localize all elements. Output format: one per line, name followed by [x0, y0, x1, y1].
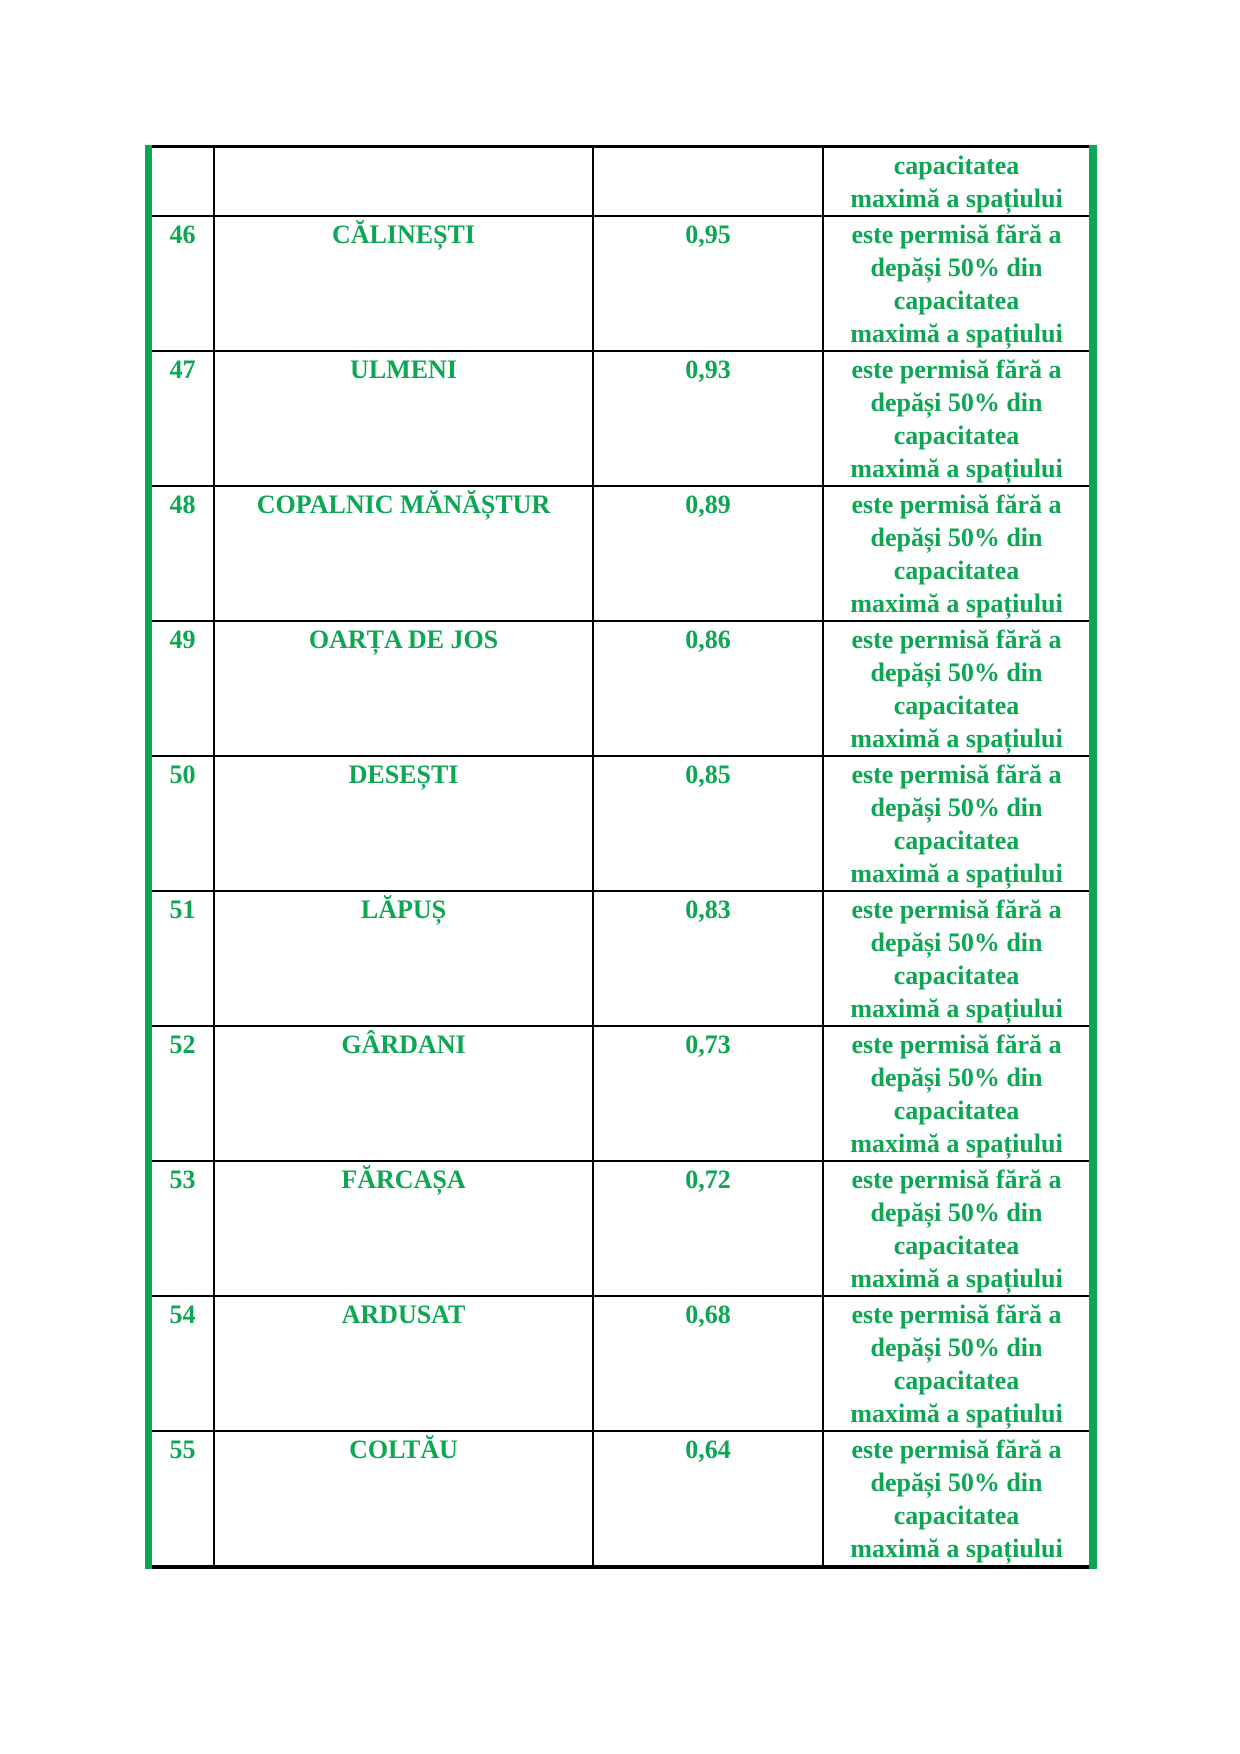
- locality-cell: ULMENI: [214, 351, 593, 486]
- restriction-line: maximă a spațiului: [850, 184, 1063, 213]
- restriction-line: este permisă fără a: [851, 1030, 1062, 1059]
- locality-cell: FĂRCAȘA: [214, 1161, 593, 1296]
- restriction-line: maximă a spațiului: [850, 859, 1063, 888]
- incidence-value-cell: 0,64: [593, 1431, 823, 1567]
- row-number-cell: 50: [152, 756, 214, 891]
- restriction-line: capacitatea: [893, 1096, 1020, 1125]
- restriction-line: este permisă fără a: [851, 490, 1062, 519]
- table-row: [152, 756, 1089, 891]
- restriction-text-cell: [823, 351, 1089, 486]
- locality-cell: OARȚA DE JOS: [214, 621, 593, 756]
- table-row: [152, 1296, 1089, 1431]
- restriction-line: depăși 50% din: [870, 793, 1043, 822]
- restriction-line: capacitatea: [893, 1231, 1020, 1260]
- restriction-line: maximă a spațiului: [850, 1534, 1063, 1563]
- row-number-cell: 53: [152, 1161, 214, 1296]
- restriction-line: depăși 50% din: [870, 388, 1043, 417]
- restriction-line: depăși 50% din: [870, 1063, 1043, 1092]
- restriction-line: capacitatea: [893, 1501, 1020, 1530]
- localities-incidence-table: [152, 145, 1089, 1569]
- table-row: [152, 1026, 1089, 1161]
- row-number-cell: 52: [152, 1026, 214, 1161]
- locality-cell: CĂLINEȘTI: [214, 216, 593, 351]
- restriction-line: capacitatea: [893, 691, 1020, 720]
- table-body: [152, 147, 1089, 1568]
- restriction-line: maximă a spațiului: [850, 994, 1063, 1023]
- restriction-text-cell: [823, 756, 1089, 891]
- restriction-line: maximă a spațiului: [850, 589, 1063, 618]
- row-number-cell: 54: [152, 1296, 214, 1431]
- table-row: [152, 621, 1089, 756]
- localities-incidence-table-wrapper: [145, 145, 1097, 1569]
- restriction-line: este permisă fără a: [851, 1435, 1062, 1464]
- restriction-text-cell: [823, 486, 1089, 621]
- restriction-line: este permisă fără a: [851, 625, 1062, 654]
- locality-cell: GÂRDANI: [214, 1026, 593, 1161]
- incidence-value-cell: 0,86: [593, 621, 823, 756]
- restriction-line: depăși 50% din: [870, 523, 1043, 552]
- restriction-line: maximă a spațiului: [850, 1399, 1063, 1428]
- restriction-line: depăși 50% din: [870, 1198, 1043, 1227]
- incidence-value-cell: 0,72: [593, 1161, 823, 1296]
- locality-cell: COPALNIC MĂNĂȘTUR: [214, 486, 593, 621]
- restriction-line: capacitatea: [893, 1366, 1020, 1395]
- incidence-value-cell: 0,95: [593, 216, 823, 351]
- table-row: [152, 1161, 1089, 1296]
- row-number-cell: 46: [152, 216, 214, 351]
- restriction-line: capacitatea: [893, 961, 1020, 990]
- incidence-value-cell: [593, 147, 823, 217]
- restriction-line: depăși 50% din: [870, 1468, 1043, 1497]
- restriction-line: maximă a spațiului: [850, 1129, 1063, 1158]
- table-row: [152, 216, 1089, 351]
- incidence-value-cell: 0,89: [593, 486, 823, 621]
- restriction-line: depăși 50% din: [870, 1333, 1043, 1362]
- restriction-line: capacitatea: [893, 286, 1020, 315]
- restriction-text-cell: [823, 1431, 1089, 1567]
- restriction-line: este permisă fără a: [851, 220, 1062, 249]
- carryover-row: [152, 147, 1089, 217]
- incidence-value-cell: 0,85: [593, 756, 823, 891]
- locality-cell: COLTĂU: [214, 1431, 593, 1567]
- locality-cell: LĂPUȘ: [214, 891, 593, 1026]
- restriction-line: este permisă fără a: [851, 760, 1062, 789]
- restriction-line: este permisă fără a: [851, 1300, 1062, 1329]
- row-number-cell: [152, 147, 214, 217]
- restriction-line: capacitatea: [893, 151, 1020, 180]
- incidence-value-cell: 0,83: [593, 891, 823, 1026]
- restriction-text-cell: [823, 216, 1089, 351]
- table-row: [152, 486, 1089, 621]
- restriction-text-cell: [823, 1161, 1089, 1296]
- restriction-line: este permisă fără a: [851, 355, 1062, 384]
- restriction-text-cell: [823, 1026, 1089, 1161]
- restriction-line: capacitatea: [893, 826, 1020, 855]
- row-number-cell: 49: [152, 621, 214, 756]
- table-row: [152, 1431, 1089, 1567]
- restriction-line: maximă a spațiului: [850, 319, 1063, 348]
- restriction-line: depăși 50% din: [870, 658, 1043, 687]
- locality-cell: [214, 147, 593, 217]
- restriction-text-cell: [823, 891, 1089, 1026]
- restriction-line: capacitatea: [893, 421, 1020, 450]
- row-number-cell: 55: [152, 1431, 214, 1567]
- row-number-cell: 47: [152, 351, 214, 486]
- locality-cell: DESEȘTI: [214, 756, 593, 891]
- incidence-value-cell: 0,68: [593, 1296, 823, 1431]
- table-row: [152, 891, 1089, 1026]
- restriction-text-cell: [823, 147, 1089, 217]
- row-number-cell: 51: [152, 891, 214, 1026]
- restriction-line: maximă a spațiului: [850, 1264, 1063, 1293]
- locality-cell: ARDUSAT: [214, 1296, 593, 1431]
- restriction-line: este permisă fără a: [851, 1165, 1062, 1194]
- restriction-line: este permisă fără a: [851, 895, 1062, 924]
- restriction-line: capacitatea: [893, 556, 1020, 585]
- incidence-value-cell: 0,93: [593, 351, 823, 486]
- row-number-cell: 48: [152, 486, 214, 621]
- incidence-value-cell: 0,73: [593, 1026, 823, 1161]
- restriction-line: maximă a spațiului: [850, 454, 1063, 483]
- restriction-text-cell: [823, 1296, 1089, 1431]
- restriction-text-cell: [823, 621, 1089, 756]
- restriction-line: depăși 50% din: [870, 928, 1043, 957]
- table-row: [152, 351, 1089, 486]
- restriction-line: depăși 50% din: [870, 253, 1043, 282]
- restriction-line: maximă a spațiului: [850, 724, 1063, 753]
